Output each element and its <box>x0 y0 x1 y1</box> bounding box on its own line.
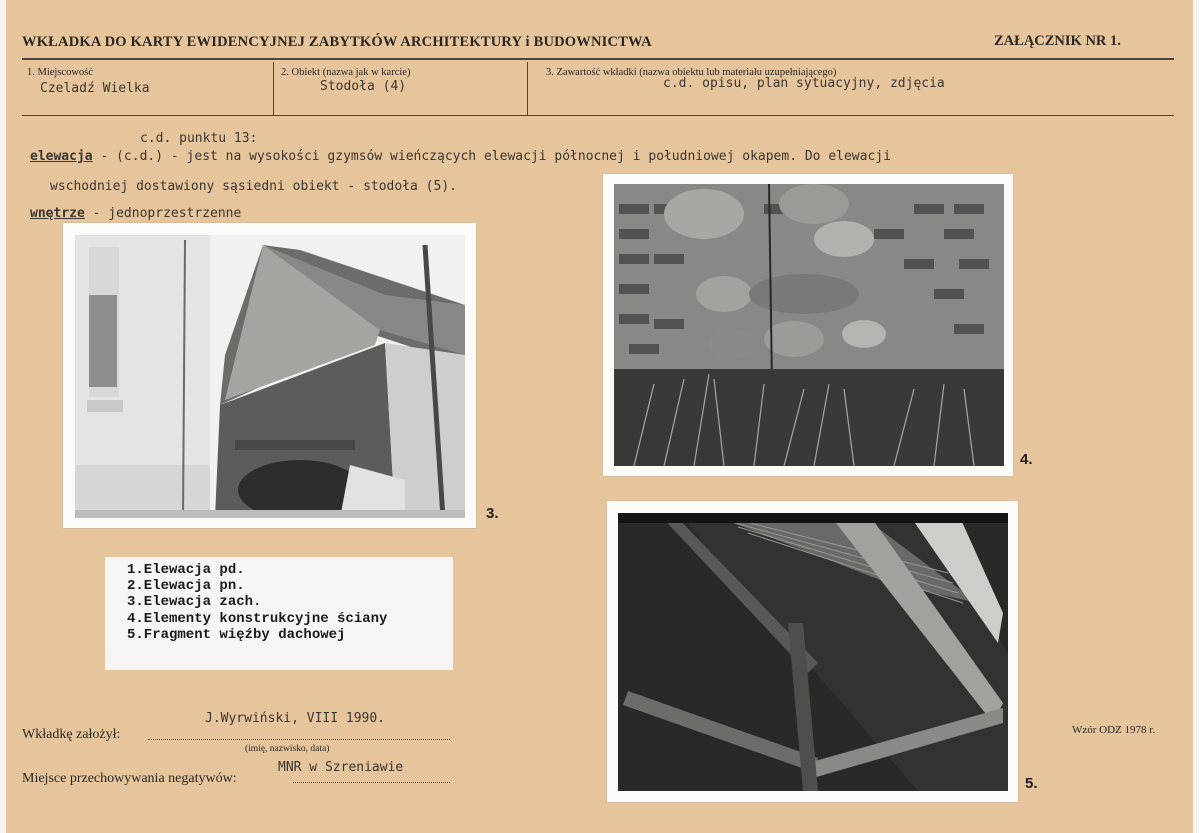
photo-5-number: 5. <box>1025 775 1038 792</box>
content-value: c.d. opisu, plan sytuacyjny, zdjęcia <box>663 76 945 91</box>
elewacja-text: - (c.d.) - jest na wysokości gzymsów wieńczących elewacji północnej i południowej okapem. Do elewacji <box>92 149 891 164</box>
photo-4-wall-fragment <box>603 174 1013 476</box>
elewacja-paragraph <box>30 149 891 164</box>
photo-3-image <box>75 235 465 518</box>
author-hint: (imię, nazwisko, data) <box>245 744 330 754</box>
locality-label: 1. Miejscowość <box>27 67 93 78</box>
field-divider-2 <box>527 62 528 115</box>
scan-edge-left <box>0 0 6 833</box>
masonry-wall-illustration <box>614 184 1004 466</box>
storage-value: MNR w Szreniawie <box>278 760 404 775</box>
caption-2: 2.Elewacja pn. <box>127 578 245 594</box>
caption-1: 1.Elewacja pd. <box>127 562 245 578</box>
author-value: J.Wyrwiński, VIII 1990. <box>205 711 386 726</box>
annex-number: ZAŁĄCZNIK NR 1. <box>994 33 1121 49</box>
scan-edge-right <box>1193 0 1199 833</box>
author-label: Wkładkę założył: <box>22 727 121 742</box>
elewacja-paragraph-cont: wschodniej dostawiony sąsiedni obiekt - stodoła (5). <box>50 179 457 194</box>
header-rule <box>22 58 1174 60</box>
object-label: 2. Obiekt (nazwa jak w karcie) <box>281 67 411 78</box>
roof-truss-illustration <box>618 513 1008 791</box>
photo-4-number: 4. <box>1020 451 1033 468</box>
photo-3-barn-corner <box>63 223 476 528</box>
caption-4: 4.Elementy konstrukcyjne ściany <box>127 611 388 627</box>
object-value: Stodoła (4) <box>320 79 407 94</box>
caption-3: 3.Elewacja zach. <box>127 594 262 610</box>
photo-3-number: 3. <box>486 505 499 522</box>
author-dotted-line <box>148 739 450 740</box>
field-divider-1 <box>273 62 274 115</box>
content-label: 3. Zawartość wkładki (nazwa obiektu lub materiału uzupełniającego) <box>546 67 837 78</box>
barn-corner-illustration <box>75 235 465 518</box>
fields-rule <box>22 115 1174 116</box>
wnetrze-paragraph <box>30 206 241 221</box>
continuation-heading: c.d. punktu 13: <box>140 131 258 146</box>
wnetrze-text: - jednoprzestrzenne <box>84 206 242 221</box>
storage-label: Miejsce przechowywania negatywów: <box>22 771 237 786</box>
photo-4-image <box>614 184 1004 466</box>
wnetrze-term: wnętrze <box>30 206 85 221</box>
caption-list <box>105 557 453 670</box>
locality-value: Czeladź Wielka <box>40 81 150 96</box>
photo-5-roof-truss <box>607 501 1018 802</box>
photo-5-image <box>618 513 1008 791</box>
elewacja-term: elewacja <box>30 149 93 164</box>
form-reference: Wzór ODZ 1978 r. <box>1072 724 1156 736</box>
card-title: WKŁADKA DO KARTY EWIDENCYJNEJ ZABYTKÓW ARCHITEKTURY i BUDOWNICTWA <box>22 34 652 50</box>
caption-5: 5.Fragment więźby dachowej <box>127 627 346 643</box>
storage-dotted-line <box>293 782 450 783</box>
